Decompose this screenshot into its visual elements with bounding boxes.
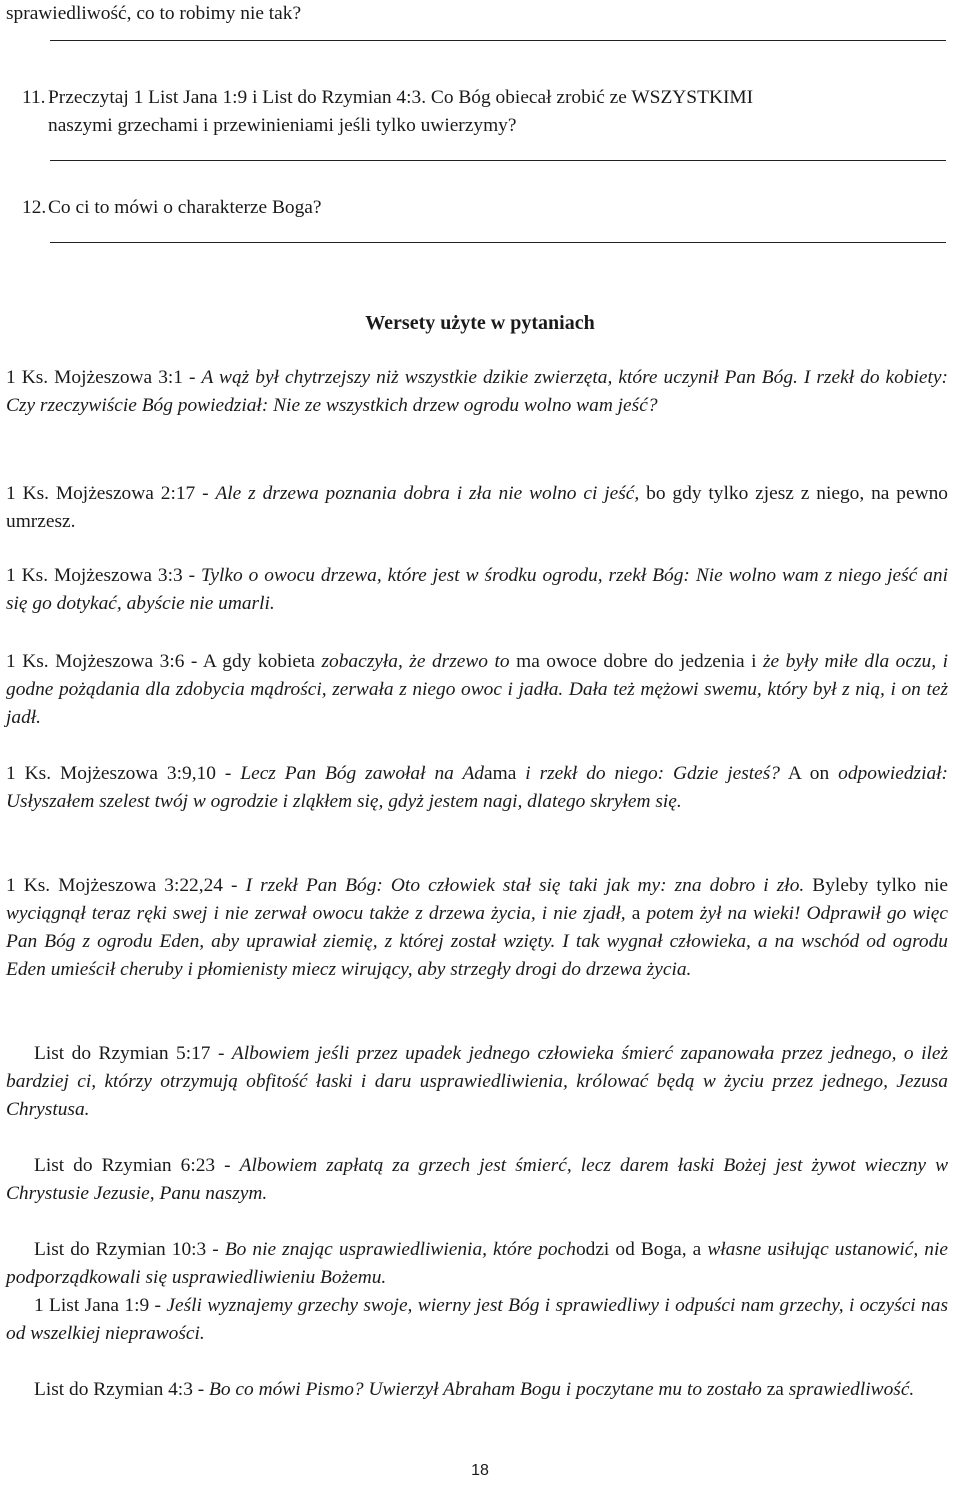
verse-text: za [761,1379,789,1400]
question-text: Przeczytaj 1 List Jana 1:9 i List do Rzymian 4:3. Co Bóg obiecał zrobić ze WSZYSTKIMI [48,87,754,108]
question-number: 12. [22,197,47,218]
verse-text: a [625,903,647,924]
verse-text-italic: i rzekł do niego: Gdzie jesteś? [516,763,781,784]
verse-text-italic: Albowiem zapłatą za grzech jest śmierć, lecz darem łaski Bożej jest żywot wieczny w Chrystusie Jezusie, Panu naszym. [6,1155,948,1204]
verse-text-italic: wyciągnął teraz ręki swej i nie zerwał owocu także z drzewa życia, i nie zjadł, [6,903,626,924]
question-text: Co ci to mówi o charakterze Boga? [48,197,322,218]
answer-line [50,40,946,41]
answer-line [50,160,946,161]
verse-text: ma owoce dobre do jedzenia i [509,651,764,672]
verse-9 [6,1292,948,1348]
verse-text-italic: że były miłe dla oczu, i godne pożądania dla zdobycia mądrości, zerwała z niego owoc i jadła. Dała też mężowi swemu, który był z nią, i on też jadł. [6,651,948,728]
verse-reference: 1 Ks. Mojżeszowa 3:3 - [6,565,202,586]
verse-reference: 1 Ks. Mojżeszowa 3:22,24 - [6,875,246,896]
verse-text-italic: Ale z drzewa poznania dobra i zła nie wolno ci jeść, [215,483,640,504]
question-number: 11. [22,87,46,108]
verse-4 [6,760,948,816]
verse-reference: 1 Ks. Mojżeszowa 3:9,10 - [6,763,241,784]
verse-text: Byleby tylko nie [804,875,948,896]
verse-text: A on [780,763,839,784]
verse-text-italic: Albowiem jeśli przez upadek jednego człowieka śmierć zapanowała przez jednego, o ileż bardziej ci, którzy otrzymują obfitość łaski i daru usprawiedliwienia, królować będą w życiu przez jednego, Jezusa Chrystusa. [6,1043,949,1120]
verse-text-italic: Bo co mówi Pismo? Uwierzył Abraham Bogu i poczytane mu to zostało [209,1379,762,1400]
verse-text: odzi od Boga, a [575,1239,708,1260]
answer-line [50,242,946,243]
verse-text-italic: potem żył na wieki! Odprawił go więc Pan Bóg z ogrodu Eden, aby uprawiał ziemię, z której został wzięty. I tak wygnał człowieka, a na wschód od ogrodu Eden umieścił cheruby i płomienisty miecz wirujący, aby strzegły drogi do drzewa życia. [6,903,948,980]
verse-reference: 1 List Jana 1:9 - [34,1295,167,1316]
verse-text: ama [484,763,517,784]
verse-text-italic: Lecz Pan Bóg zawołał na Ad [240,763,484,784]
verse-text-italic: Tylko o owocu drzewa, które jest w środku ogrodu, rzekł Bóg: Nie wolno wam z niego jeść ani się go dotykać, abyście nie umarli. [6,565,949,614]
verse-text: A gdy kobieta [202,651,322,672]
verse-reference: List do Rzymian 6:23 - [34,1155,240,1176]
verse-text-italic: Jeśli wyznajemy grzechy swoje, wierny jest Bóg i sprawiedliwy i odpuści nam grzechy, i oczyści nas od wszelkiej nieprawości. [6,1295,948,1344]
verse-text-italic: Bo nie znając usprawiedliwienia, które poch [224,1239,576,1260]
verse-text-italic: sprawiedliwość. [788,1379,915,1400]
verse-reference: 1 Ks. Mojżeszowa 2:17 - [6,483,216,504]
verse-2 [6,562,948,618]
verse-5 [6,872,948,984]
verse-0 [6,364,948,420]
verse-reference: 1 Ks. Mojżeszowa 3:1 - [6,367,202,388]
verse-text: bo gdy tylko zjesz z niego, na pewno umrzesz. [6,483,948,532]
verse-8 [6,1236,948,1292]
verse-text-italic: I rzekł Pan Bóg: Oto człowiek stał się taki jak my: zna dobro i zło. [245,875,805,896]
section-heading: Wersety użyte w pytaniach [365,312,595,334]
question-11 [22,84,946,140]
verse-reference: List do Rzymian 5:17 - [34,1043,232,1064]
verse-6 [6,1040,948,1124]
question-12 [22,194,946,222]
verse-text-italic: A wąż był chytrzejszy niż wszystkie dzikie zwierzęta, które uczynił Pan Bóg. I rzekł do kobiety: Czy rzeczywiście Bóg powiedział: Nie ze wszystkich drzew ogrodu wolno wam jeść? [6,367,948,416]
verse-text-italic: własne usiłując ustanowić, nie podporządkowali się usprawiedliwieniu Bożemu. [6,1239,948,1288]
top-line: sprawiedliwość, co to robimy nie tak? [6,3,302,24]
verse-reference: 1 Ks. Mojżeszowa 3:6 - [6,651,203,672]
verse-reference: List do Rzymian 4:3 - [34,1379,210,1400]
verse-10 [6,1376,948,1404]
page-number: 18 [471,1462,489,1479]
question-text-continued: naszymi grzechami i przewinieniami jeśli tylko uwierzymy? [48,115,517,136]
verse-text-italic: zobaczyła, że drzewo to [321,651,510,672]
verse-reference: List do Rzymian 10:3 - [34,1239,225,1260]
verse-text-italic: odpowiedział: Usłyszałem szelest twój w ogrodzie i zląkłem się, gdyż jestem nagi, dlatego skryłem się. [6,763,949,812]
verse-3 [6,648,948,732]
verse-7 [6,1152,948,1208]
verse-1 [6,480,948,536]
